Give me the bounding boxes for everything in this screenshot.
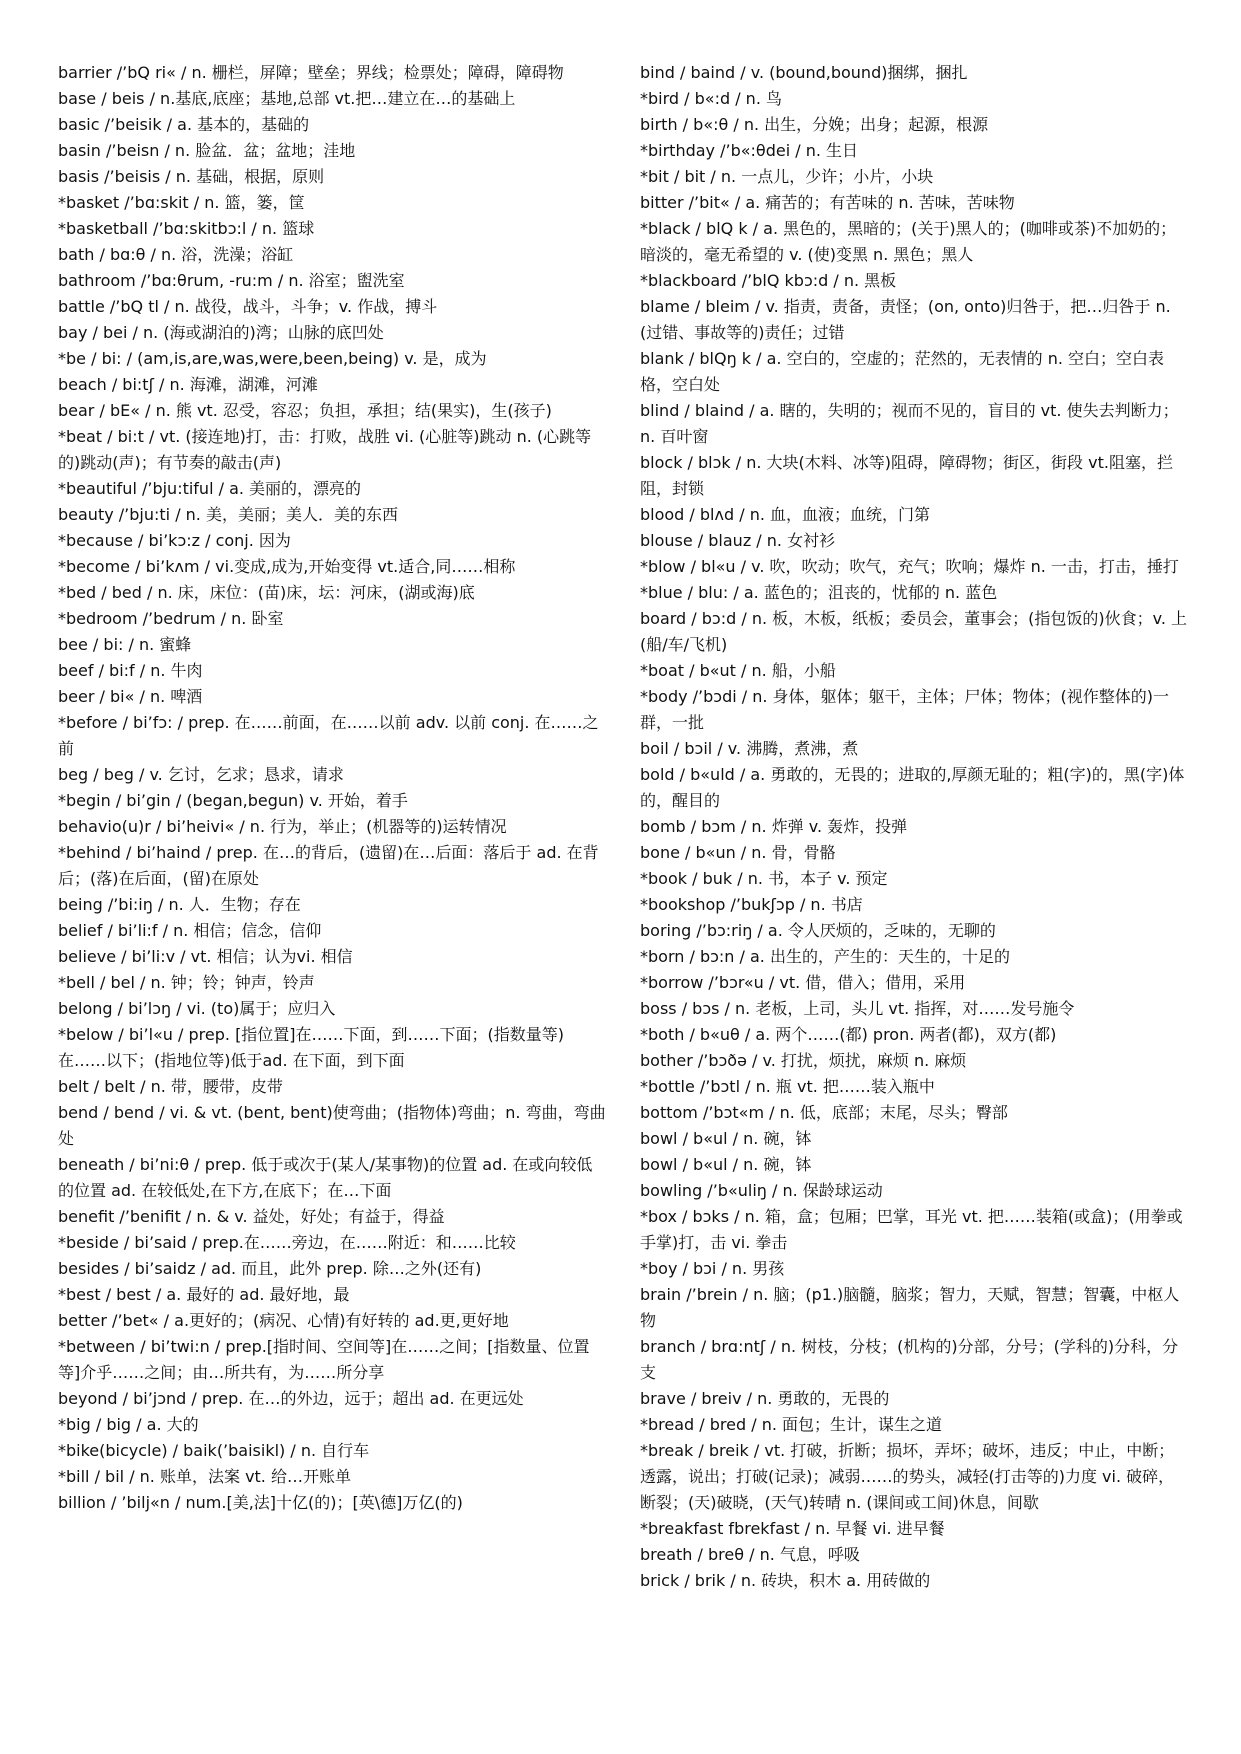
word-entry: block / blɔk / n. 大块(木料、冰等)阻碍，障碍物；街区，街段 vt.阻塞，拦阻，封锁 bbox=[640, 453, 1173, 498]
word-entry: *both / b«uθ / a. 两个……(都) pron. 两者(都)，双方(都) bbox=[640, 1025, 1057, 1044]
word-entry: base / beis / n.基底,底座；基地,总部 vt.把…建立在…的基础上 bbox=[58, 89, 516, 108]
word-entry: bitter /’bit« / a. 痛苦的；有苦味的 n. 苦味，苦味物 bbox=[640, 193, 1015, 212]
word-entry: belt / belt / n. 带，腰带，皮带 bbox=[58, 1077, 283, 1096]
word-entry: bowl / b«ul / n. 碗，钵 bbox=[640, 1155, 812, 1174]
word-entry: blouse / blauz / n. 女衬衫 bbox=[640, 531, 836, 550]
word-entry: *because / bi’kɔ:z / conj. 因为 bbox=[58, 531, 291, 550]
word-entry: *boy / bɔi / n. 男孩 bbox=[640, 1259, 785, 1278]
word-entry: beer / bi« / n. 啤酒 bbox=[58, 687, 203, 706]
word-entry: bone / b«un / n. 骨，骨骼 bbox=[640, 843, 836, 862]
word-entry: blame / bleim / v. 指责，责备，责怪；(on, onto)归咎于，把…归咎于 n. (过错、事故等的)责任；过错 bbox=[640, 297, 1171, 342]
word-entry: *breakfast fbrekfast / n. 早餐 vi. 进早餐 bbox=[640, 1519, 945, 1538]
word-entry: *be / bi: / (am,is,are,was,were,been,being) v. 是，成为 bbox=[58, 349, 487, 368]
word-entry: bottom /’bɔt«m / n. 低，底部；末尾，尽头；臀部 bbox=[640, 1103, 1008, 1122]
word-entry: basis /’beisis / n. 基础，根据，原则 bbox=[58, 167, 325, 186]
word-entry: beyond / bi’jɔnd / prep. 在…的外边，远于；超出 ad. 在更远处 bbox=[58, 1389, 524, 1408]
word-entry: brick / brik / n. 砖块，积木 a. 用砖做的 bbox=[640, 1571, 931, 1590]
word-entry: blank / blQŋ k / a. 空白的，空虚的；茫然的，无表情的 n. 空白；空白表格，空白处 bbox=[640, 349, 1165, 394]
word-entry: *beautiful /’bju:tiful / a. 美丽的，漂亮的 bbox=[58, 479, 362, 498]
word-entry: benefit /’benifit / n. & v. 益处，好处；有益于，得益 bbox=[58, 1207, 445, 1226]
word-entry: *bike(bicycle) / baik(’baisikl) / n. 自行车 bbox=[58, 1441, 370, 1460]
word-entry: bind / baind / v. (bound,bound)捆绑，捆扎 bbox=[640, 63, 968, 82]
word-entry: bend / bend / vi. & vt. (bent, bent)使弯曲；(指物体)弯曲；n. 弯曲，弯曲处 bbox=[58, 1103, 606, 1148]
word-entry: beauty /’bju:ti / n. 美，美丽；美人．美的东西 bbox=[58, 505, 398, 524]
right-column bbox=[640, 60, 1188, 1594]
word-entry: beef / bi:f / n. 牛肉 bbox=[58, 661, 203, 680]
word-entry: behavio(u)r / bi’heivi« / n. 行为，举止；(机器等的)运转情况 bbox=[58, 817, 507, 836]
word-entry: *bit / bit / n. 一点儿，少许；小片，小块 bbox=[640, 167, 934, 186]
word-entry: bee / bi: / n. 蜜蜂 bbox=[58, 635, 192, 654]
word-entry: *bell / bel / n. 钟；铃；钟声，铃声 bbox=[58, 973, 315, 992]
word-entry: *between / bi’twi:n / prep.[指时间、空间等]在……之间；[指数量、位置等]介乎……之间；由…所共有，为……所分享 bbox=[58, 1337, 590, 1382]
word-entry: *blue / blu: / a. 蓝色的；沮丧的，忧郁的 n. 蓝色 bbox=[640, 583, 998, 602]
word-entry: *boat / b«ut / n. 船，小船 bbox=[640, 661, 836, 680]
word-entry: *break / breik / vt. 打破，折断；损坏，弄坏；破坏，违反；中止，中断；透露，说出；打破(记录)；减弱……的势头，减轻(打击等的)力度 vi. 破碎，断裂；(天)破晓，(天气)转晴 n. (课间或工间)休息，间歇 bbox=[640, 1441, 1175, 1512]
word-entry: barrier /’bQ ri« / n. 栅栏，屏障；壁垒；界线；检票处；障碍，障碍物 bbox=[58, 63, 564, 82]
word-entry: *bird / b«:d / n. 鸟 bbox=[640, 89, 782, 108]
word-entry: *bedroom /’bedrum / n. 卧室 bbox=[58, 609, 284, 628]
word-entry: *basketball /’bɑ:skitbɔ:l / n. 篮球 bbox=[58, 219, 315, 238]
word-entry: board / bɔ:d / n. 板，木板，纸板；委员会，董事会；(指包饭的)伙食；v. 上(船/车/飞机) bbox=[640, 609, 1188, 654]
word-entry: believe / bi’li:v / vt. 相信；认为vi. 相信 bbox=[58, 947, 353, 966]
left-column bbox=[58, 60, 606, 1516]
word-entry: beg / beg / v. 乞讨，乞求；恳求，请求 bbox=[58, 765, 344, 784]
word-entry: *bed / bed / n. 床，床位：(苗)床，坛：河床，(湖或海)底 bbox=[58, 583, 475, 602]
word-entry: *below / bi’l«u / prep. [指位置]在……下面，到……下面；(指数量等)在……以下；(指地位等)低于ad. 在下面，到下面 bbox=[58, 1025, 565, 1070]
word-entry: *beside / bi’said / prep.在……旁边，在……附近：和……比较 bbox=[58, 1233, 516, 1252]
word-entry: *bill / bil / n. 账单，法案 vt. 给…开账单 bbox=[58, 1467, 351, 1486]
word-entry: bay / bei / n. (海或湖泊的)湾；山脉的底凹处 bbox=[58, 323, 384, 342]
word-entry: beneath / bi’ni:θ / prep. 低于或次于(某人/某事物)的位置 ad. 在或向较低的位置 ad. 在较低处,在下方,在底下；在…下面 bbox=[58, 1155, 593, 1200]
word-entry: *borrow /’bɔr«u / vt. 借，借入；借用，采用 bbox=[640, 973, 966, 992]
word-entry: boil / bɔil / v. 沸腾，煮沸，煮 bbox=[640, 739, 859, 758]
word-entry: bathroom /’bɑ:θrum, -ru:m / n. 浴室；盥洗室 bbox=[58, 271, 405, 290]
word-entry: *body /’bɔdi / n. 身体，躯体；躯干，主体；尸体；物体；(视作整体的)一群，一批 bbox=[640, 687, 1170, 732]
word-entry: bowl / b«ul / n. 碗，钵 bbox=[640, 1129, 812, 1148]
word-entry: *box / bɔks / n. 箱，盒；包厢；巴掌，耳光 vt. 把……装箱(或盒)；(用拳或手掌)打，击 vi. 拳击 bbox=[640, 1207, 1183, 1252]
word-entry: bomb / bɔm / n. 炸弹 v. 轰炸，投弹 bbox=[640, 817, 908, 836]
word-entry: *bottle /’bɔtl / n. 瓶 vt. 把……装入瓶中 bbox=[640, 1077, 935, 1096]
word-entry: being /’bi:iŋ / n. 人．生物；存在 bbox=[58, 895, 301, 914]
word-entry: *basket /’bɑ:skit / n. 篮，篓，筐 bbox=[58, 193, 305, 212]
word-entry: better /’bet« / a.更好的；(病况、心情)有好转的 ad.更,更好地 bbox=[58, 1311, 509, 1330]
word-entry: belief / bi’li:f / n. 相信；信念，信仰 bbox=[58, 921, 322, 940]
word-entry: battle /’bQ tl / n. 战役，战斗，斗争；v. 作战，搏斗 bbox=[58, 297, 438, 316]
word-entry: *become / bi’kʌm / vi.变成,成为,开始变得 vt.适合,同……相称 bbox=[58, 557, 516, 576]
word-entry: beach / bi:tʃ / n. 海滩，湖滩，河滩 bbox=[58, 375, 318, 394]
word-entry: bear / bE« / n. 熊 vt. 忍受，容忍；负担，承担；结(果实)，生(孩子) bbox=[58, 401, 552, 420]
word-entry: blood / blʌd / n. 血，血液；血统，门第 bbox=[640, 505, 931, 524]
word-entry: *begin / bi’gin / (began,begun) v. 开始，着手 bbox=[58, 791, 408, 810]
word-entry: brain /’brein / n. 脑；(p1.)脑髓，脑浆；智力，天赋，智慧；智囊，中枢人物 bbox=[640, 1285, 1180, 1330]
word-entry: basin /’beisn / n. 脸盆．盆；盆地；洼地 bbox=[58, 141, 356, 160]
word-entry: bold / b«uld / a. 勇敢的，无畏的；进取的,厚颜无耻的；粗(字)的，黑(字)体的，醒目的 bbox=[640, 765, 1185, 810]
word-entry: bath / bɑ:θ / n. 浴，洗澡；浴缸 bbox=[58, 245, 294, 264]
word-entry: bowling /’b«uliŋ / n. 保龄球运动 bbox=[640, 1181, 883, 1200]
word-entry: *birthday /’b«:θdei / n. 生日 bbox=[640, 141, 859, 160]
word-entry: *best / best / a. 最好的 ad. 最好地，最 bbox=[58, 1285, 350, 1304]
word-entry: breath / breθ / n. 气息，呼吸 bbox=[640, 1545, 860, 1564]
word-entry: *blackboard /’blQ kbɔ:d / n. 黑板 bbox=[640, 271, 897, 290]
word-entry: *book / buk / n. 书，本子 v. 预定 bbox=[640, 869, 888, 888]
word-entry: *beat / bi:t / vt. (接连地)打，击：打败，战胜 vi. (心脏等)跳动 n. (心跳等的)跳动(声)；有节奏的敲击(声) bbox=[58, 427, 592, 472]
word-entry: *behind / bi’haind / prep. 在…的背后，(遗留)在…后面：落后于 ad. 在背后；(落)在后面，(留)在原处 bbox=[58, 843, 599, 888]
word-entry: billion / ’bilj«n / num.[美,法]十亿(的)；[英\德]万亿(的) bbox=[58, 1493, 463, 1512]
word-entry: *born / bɔ:n / a. 出生的，产生的：天生的，十足的 bbox=[640, 947, 1010, 966]
word-entry: branch / brɑ:ntʃ / n. 树枝，分枝；(机构的)分部，分号；(学科的)分科，分支 bbox=[640, 1337, 1179, 1382]
word-entry: *bookshop /’bukʃɔp / n. 书店 bbox=[640, 895, 863, 914]
word-entry: boss / bɔs / n. 老板，上司，头儿 vt. 指挥，对……发号施令 bbox=[640, 999, 1075, 1018]
word-entry: boring /’bɔ:riŋ / a. 令人厌烦的，乏味的，无聊的 bbox=[640, 921, 996, 940]
word-entry: *bread / bred / n. 面包；生计，谋生之道 bbox=[640, 1415, 943, 1434]
word-entry: *blow / bl«u / v. 吹，吹动；吹气，充气；吹响；爆炸 n. 一击，打击，捶打 bbox=[640, 557, 1179, 576]
word-entry: *big / big / a. 大的 bbox=[58, 1415, 199, 1434]
word-entry: *black / blQ k / a. 黑色的，黑暗的；(关于)黑人的；(咖啡或茶)不加奶的；暗淡的，毫无希望的 v. (使)变黑 n. 黑色；黑人 bbox=[640, 219, 1177, 264]
word-entry: birth / b«:θ / n. 出生，分娩；出身；起源，根源 bbox=[640, 115, 989, 134]
word-entry: *before / bi’fɔ: / prep. 在……前面，在……以前 adv. 以前 conj. 在……之前 bbox=[58, 713, 599, 758]
word-entry: belong / bi’lɔŋ / vi. (to)属于；应归入 bbox=[58, 999, 336, 1018]
word-entry: blind / blaind / a. 瞎的，失明的；视而不见的，盲目的 vt. 使失去判断力；n. 百叶窗 bbox=[640, 401, 1179, 446]
word-entry: besides / bi’saidz / ad. 而且，此外 prep. 除…之外(还有) bbox=[58, 1259, 482, 1278]
word-entry: bother /’bɔðə / v. 打扰，烦扰，麻烦 n. 麻烦 bbox=[640, 1051, 967, 1070]
word-entry: basic /’beisik / a. 基本的，基础的 bbox=[58, 115, 310, 134]
word-entry: brave / breiv / n. 勇敢的，无畏的 bbox=[640, 1389, 890, 1408]
